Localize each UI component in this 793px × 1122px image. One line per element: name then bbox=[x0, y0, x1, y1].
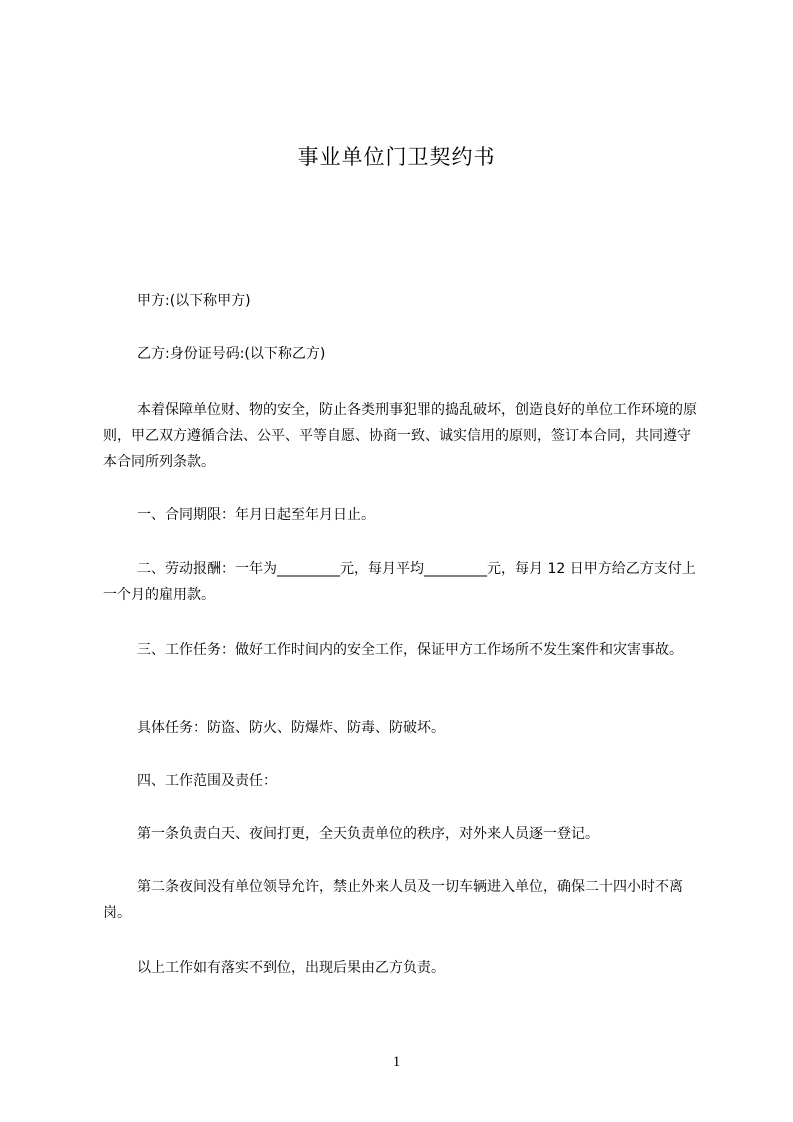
intro-paragraph bbox=[103, 397, 703, 475]
party-b-line bbox=[103, 341, 703, 367]
responsibility-paragraph bbox=[103, 955, 703, 981]
paragraph-text: 以上工作如有落实不到位，出现后果由乙方负责。 bbox=[137, 960, 445, 976]
remuneration-paragraph bbox=[103, 556, 703, 608]
specific-tasks-paragraph bbox=[103, 715, 703, 741]
paragraph-text: 一、合同期限：年月日起至年月日止。 bbox=[137, 507, 375, 523]
article-two-paragraph bbox=[103, 874, 703, 926]
party-a-line bbox=[103, 288, 703, 314]
page-number: 1 bbox=[392, 1054, 401, 1070]
contract-term-paragraph bbox=[103, 502, 703, 528]
document-title: 事业单位门卫契约书 bbox=[297, 145, 496, 169]
paragraph-text: 三、工作任务：做好工作时间内的安全工作，保证甲方工作场所不发生案件和灾害事故。 bbox=[137, 642, 683, 658]
paragraph-text: 乙方:身份证号码:(以下称乙方) bbox=[137, 346, 326, 362]
work-task-paragraph bbox=[103, 637, 703, 663]
paragraph-text: 甲方:(以下称甲方) bbox=[137, 293, 251, 309]
article-one-paragraph bbox=[103, 821, 703, 847]
paragraph-text: 具体任务：防盗、防火、防爆炸、防毒、防破坏。 bbox=[137, 720, 445, 736]
paragraph-text: 本着保障单位财、物的安全，防止各类刑事犯罪的捣乱破坏，创造良好的单位工作环境的原则，甲乙双方遵循合法、公平、平等自愿、协商一致、诚实信用的原则，签订本合同，共同遵守本合同所列条款。 bbox=[103, 402, 697, 470]
paragraph-text: 第一条负责白天、夜间打更，全天负责单位的秩序，对外来人员逐一登记。 bbox=[137, 826, 599, 842]
paragraph-text: 四、工作范围及责任： bbox=[137, 773, 277, 789]
scope-heading bbox=[103, 768, 703, 794]
paragraph-text: 第二条夜间没有单位领导允许，禁止外来人员及一切车辆进入单位，确保二十四小时不离岗。 bbox=[103, 879, 683, 921]
paragraph-text: 二、劳动报酬：一年为_________元，每月平均_________元，每月 12 日甲方给乙方支付上一个月的雇用款。 bbox=[103, 561, 696, 603]
